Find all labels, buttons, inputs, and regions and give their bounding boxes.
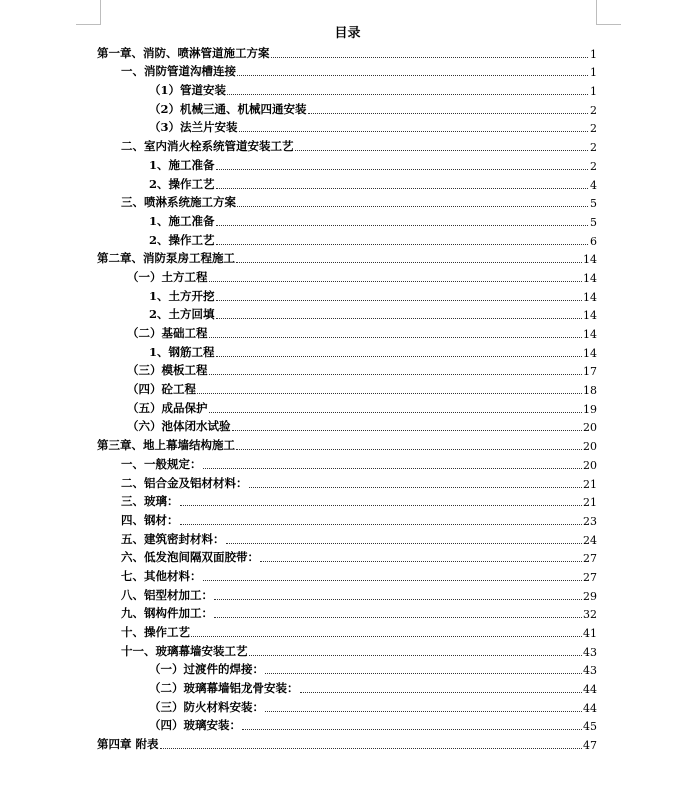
toc-entry-text: 第一章、消防、喷淋管道施工方案 [97,45,270,60]
toc-page-number: 14 [583,346,597,360]
toc-leader-dots [180,524,583,525]
toc-page-number: 14 [583,271,597,285]
toc-entry-text: 四、钢材： [121,512,179,527]
toc-entry[interactable] [97,378,597,397]
toc-leader-dots [249,655,583,656]
toc-entry-text: （三）模板工程 [127,363,208,378]
toc-entry-text: （二）基础工程 [127,326,208,340]
toc-entry[interactable] [97,621,597,640]
toc-leader-dots [308,113,588,114]
toc-entry[interactable] [97,98,597,117]
toc-entry[interactable] [97,173,597,192]
toc-title: 目录 [334,26,361,41]
toc-entry[interactable] [97,434,597,453]
toc-entry-text: 1、施工准备 [149,213,215,228]
toc-entry-text: 第二章、消防泵房工程施工 [97,251,235,266]
toc-entry-text: （一）过渡件的焊接： [149,662,264,677]
toc-page-number: 29 [583,589,597,603]
toc-leader-dots [237,206,588,207]
toc-page-number: 21 [583,477,597,491]
toc-entry[interactable] [97,584,597,603]
toc-page-number: 1 [590,85,597,99]
toc-leader-dots [249,487,583,488]
toc-leader-dots [236,262,582,263]
toc-leader-dots [216,356,582,357]
toc-entry-text: （五）成品保护 [127,400,208,415]
toc-entry-text: 2、操作工艺 [149,232,215,247]
toc-page-number: 43 [583,664,597,678]
toc-entry[interactable] [97,696,597,715]
toc-entry[interactable] [97,117,597,136]
toc-leader-dots [232,430,583,431]
toc-page-number: 27 [583,552,597,566]
toc-page-number: 14 [583,290,597,304]
toc-entry-text: （四）玻璃安装： [149,718,241,733]
toc-entry[interactable] [97,210,597,229]
toc-entry[interactable] [97,266,597,285]
toc-entry-text: 五、建筑密封材料： [121,531,225,546]
toc-page-number: 1 [590,47,597,61]
toc-entry-text: 三、玻璃： [121,494,179,509]
toc-page-number: 2 [590,122,597,136]
toc-leader-dots [265,711,582,712]
toc-page-number: 24 [583,533,597,547]
toc-page-number: 47 [583,739,597,753]
toc-entry-text: 一、一般规定： [121,456,202,471]
toc-leader-dots [242,729,582,730]
toc-leader-dots [216,225,588,226]
toc-entry-text: 1、土方开挖 [149,288,215,303]
toc-leader-dots [227,94,588,95]
toc-leader-dots [236,449,582,450]
toc-entry[interactable] [97,360,597,379]
toc-page-number: 41 [583,627,597,640]
toc-leader-dots [237,75,588,76]
toc-entry-text: （六）池体闭水试验 [127,419,231,434]
toc-page-number: 45 [583,720,597,734]
toc-entry[interactable] [97,677,597,696]
toc-entry[interactable] [97,304,597,323]
toc-entry[interactable] [97,528,597,547]
toc-page-number: 44 [583,701,597,715]
toc-entry-text: 一、消防管道沟槽连接 [121,64,236,79]
toc-leader-dots [209,412,583,413]
toc-entry-text: 九、钢构件加工： [121,606,213,621]
toc-entry[interactable] [97,397,597,416]
toc-leader-dots [265,673,582,674]
toc-page-number: 32 [583,608,597,622]
toc-page-number: 4 [590,178,597,192]
toc-entry[interactable] [97,453,597,472]
toc-entry-text: 二、铝合金及铝材材料： [121,475,248,490]
toc-entry-text: 2、操作工艺 [149,176,215,191]
toc-leader-dots [216,188,588,189]
toc-entry[interactable] [97,248,597,267]
toc-leader-dots [260,561,582,562]
toc-entry[interactable] [97,192,597,211]
toc-leader-dots [160,748,582,749]
toc-page-number: 2 [590,159,597,173]
toc-page-number: 20 [583,421,597,435]
toc-entry-text: （四）砼工程 [127,382,196,397]
toc-entry[interactable] [97,565,597,584]
toc-entry[interactable] [97,640,597,659]
toc-leader-dots [203,468,583,469]
toc-entry-text: 2、土方回填 [149,307,215,322]
toc-page-number: 14 [583,253,597,267]
toc-entry[interactable] [97,509,597,528]
toc-entry[interactable] [97,659,597,678]
toc-leader-dots [216,244,588,245]
toc-entry-text: 三、喷淋系统施工方案 [121,195,236,210]
toc-leader-dots [295,150,589,151]
toc-page-number: 14 [583,328,597,341]
toc-entry-text: （1）管道安装 [149,83,227,98]
toc-entry[interactable] [97,285,597,304]
toc-page-number: 27 [583,570,597,584]
toc-entry[interactable] [97,603,597,622]
toc-page-number: 23 [583,514,597,528]
toc-entry[interactable] [97,229,597,248]
toc-entry-text: （三）防火材料安装： [149,699,264,714]
toc-leader-dots [239,131,588,132]
toc-leader-dots [214,599,582,600]
toc-entry-text: 七、其他材料： [121,568,202,583]
toc-page-number: 20 [583,458,597,472]
toc-entry[interactable] [97,341,597,360]
toc-entry[interactable] [97,733,597,752]
toc-leader-dots [203,580,583,581]
toc-entry[interactable] [97,715,597,734]
toc-entry-text: （3）法兰片安装 [149,120,238,135]
toc-entry[interactable] [97,42,597,61]
toc-entry[interactable] [97,154,597,173]
toc-entry-text: 1、施工准备 [149,157,215,172]
toc-page-number: 44 [583,683,597,697]
table-of-contents [97,42,597,752]
toc-leader-dots [197,393,582,394]
toc-page-number: 43 [583,645,597,659]
toc-leader-dots [209,337,583,338]
toc-leader-dots [191,636,582,637]
toc-entry[interactable] [97,416,597,435]
toc-page-number: 21 [583,496,597,510]
toc-entry[interactable] [97,61,597,80]
toc-leader-dots [216,318,582,319]
toc-entry[interactable] [97,135,597,154]
toc-page-number: 1 [590,66,597,80]
toc-entry[interactable] [97,491,597,510]
toc-page-number: 19 [583,402,597,416]
toc-leader-dots [209,374,583,375]
toc-entry-text: 二、室内消火栓系统管道安装工艺 [121,139,294,154]
toc-entry-text: 1、钢筋工程 [149,344,215,359]
toc-page-number: 2 [590,141,597,155]
toc-leader-dots [226,543,583,544]
toc-leader-dots [216,300,582,301]
toc-page-number: 17 [583,365,597,379]
toc-leader-dots [300,692,583,693]
toc-leader-dots [271,57,589,58]
toc-entry-text: 十、操作工艺 [121,625,190,639]
toc-entry-text: （一）土方工程 [127,269,208,284]
toc-entry[interactable] [97,79,597,98]
toc-page-number: 6 [590,234,597,248]
toc-page-number: 2 [590,103,597,117]
toc-leader-dots [216,169,588,170]
toc-entry[interactable] [97,322,597,341]
toc-entry-text: （二）玻璃幕墙铝龙骨安装： [149,681,299,696]
toc-entry[interactable] [97,547,597,566]
toc-page-number: 14 [583,309,597,323]
toc-page-number: 20 [583,440,597,454]
toc-entry-text: 十一、玻璃幕墙安装工艺 [121,643,248,658]
toc-page-number: 18 [583,384,597,398]
toc-entry-text: 第三章、地上幕墙结构施工 [97,438,235,453]
toc-entry-text: 八、铝型材加工： [121,587,213,602]
toc-leader-dots [209,281,583,282]
toc-entry[interactable] [97,472,597,491]
toc-leader-dots [214,617,582,618]
toc-page-number: 5 [590,215,597,229]
toc-entry-text: 第四章 附表 [97,737,159,752]
toc-entry-text: 六、低发泡间隔双面胶带： [121,550,259,565]
toc-leader-dots [180,505,583,506]
toc-entry-text: （2）机械三通、机械四通安装 [149,101,307,116]
toc-page-number: 5 [590,197,597,211]
